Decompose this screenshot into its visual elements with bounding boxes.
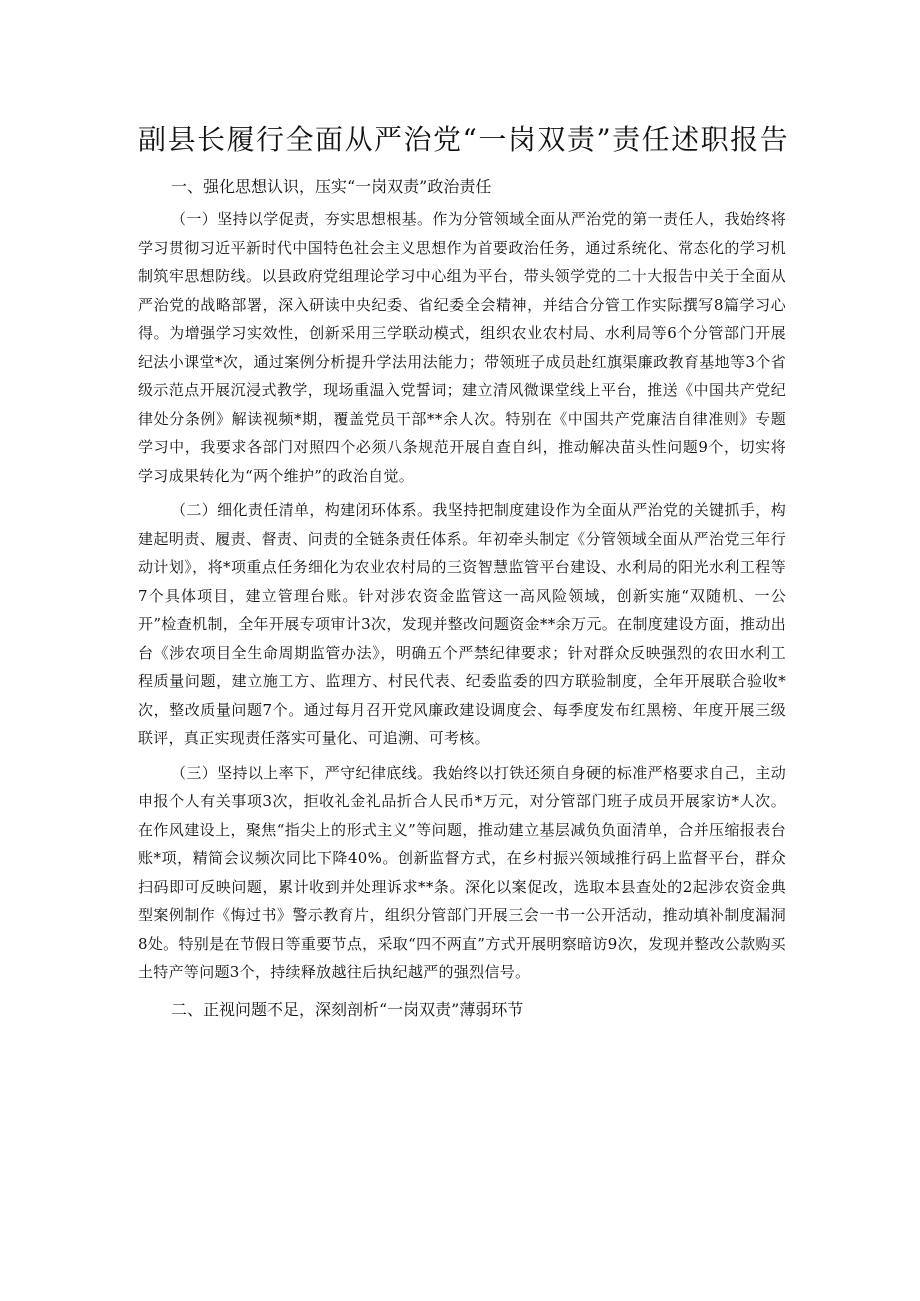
document-title: 副县长履行全面从严治党“一岗双责”责任述职报告 [138, 123, 790, 156]
paragraph-1-2: （二）细化责任清单，构建闭环体系。我坚持把制度建设作为全面从严治党的关键抓手，构建起明责、履责、督责、问责的全链条责任体系。年初牵头制定《分管领域全面从严治党三年行动计划》，将*项重点任务细化为农业农村局的三资智慧监管平台建设、水利局的阳光水利工程等7个具体项目，建立管理台账。针对涉农资金监管这一高风险领域，创新实施“双随机、一公开”检查机制，全年开展专项审计3次，发现并整改问题资金**余万元。在制度建设方面，推动出台《涉农项目全生命周期监管办法》，明确五个严禁纪律要求；针对群众反映强烈的农田水利工程质量问题，建立施工方、监理方、村民代表、纪委监委的四方联验制度，全年开展联合验收*次，整改质量问题7个。通过每月召开党风廉政建设调度会、每季度发布红黑榜、年度开展三级联评，真正实现责任落实可量化、可追溯、可考核。 [138, 501, 786, 747]
paragraph-1-1: （一）坚持以学促责，夯实思想根基。作为分管领域全面从严治党的第一责任人，我始终将学习贯彻习近平新时代中国特色社会主义思想作为首要政治任务，通过系统化、常态化的学习机制筑牢思想防线。以县政府党组理论学习中心组为平台，带头领学党的二十大报告中关于全面从严治党的战略部署，深入研读中央纪委、省纪委全会精神，并结合分管工作实际撰写8篇学习心得。为增强学习实效性，创新采用三学联动模式，组织农业农村局、水利局等6个分管部门开展纪法小课堂*次，通过案例分析提升学法用法能力；带领班子成员赴红旗渠廉政教育基地等3个省级示范点开展沉浸式教学，现场重温入党誓词；建立清风微课堂线上平台，推送《中国共产党纪律处分条例》解读视频*期，覆盖党员干部**余人次。特别在《中国共产党廉洁自律准则》专题学习中，我要求各部门对照四个必须八条规范开展自查自纠，推动解决苗头性问题9个，切实将学习成果转化为“两个维护”的政治自觉。 [138, 210, 786, 485]
paragraph-1-3: （三）坚持以上率下，严守纪律底线。我始终以打铁还须自身硬的标准严格要求自己，主动申报个人有关事项3次，拒收礼金礼品折合人民币*万元，对分管部门班子成员开展家访*人次。在作风建设上，聚焦“指尖上的形式主义”等问题，推动建立基层减负负面清单，合并压缩报表台账*项，精简会议频次同比下降40%。创新监督方式，在乡村振兴领域推行码上监督平台，群众扫码即可反映问题，累计收到并处理诉求**条。深化以案促改，选取本县查处的2起涉农资金典型案例制作《悔过书》警示教育片，组织分管部门开展三会一书一公开活动，推动填补制度漏洞8处。特别是在节假日等重要节点，采取“四不两直”方式开展明察暗访9次，发现并整改公款购买土特产等问题3个，持续释放越往后执纪越严的强烈信号。 [138, 763, 786, 981]
section-heading-2: 二、正视问题不足，深刻剖析“一岗双责”薄弱环节 [171, 999, 524, 1019]
document-page [138, 118, 790, 1028]
section-heading-1: 一、强化思想认识，压实“一岗双责”政治责任 [171, 177, 492, 196]
